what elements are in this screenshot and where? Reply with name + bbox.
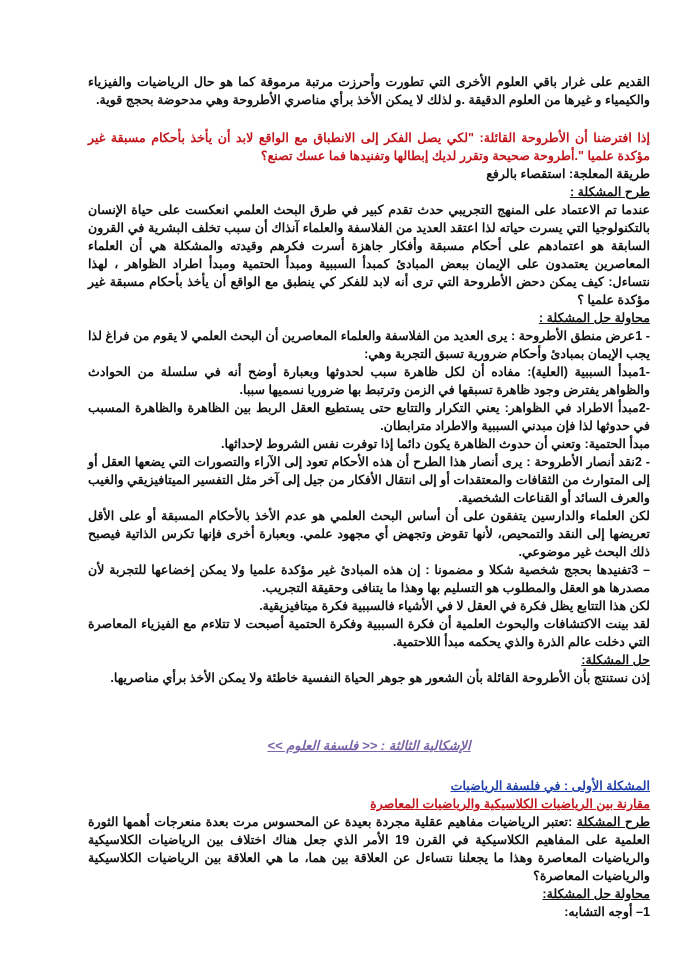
point-paragraph: -1مبدأ السببية (العلية): مفاده أن لكل ظاهرة سبب لحدوثها وبعبارة أوضح أنه في سلسلة من الحوادث والظواهر يفترض وجود ظاهرة تسبقها في الزمن وترتبط بها ضروريا نسميها سببا. [88,365,650,397]
point-paragraph: مبدأ الحتمية: وتعني أن حدوث الظاهرة يكون دائما إذا توفرت نفس الشروط لإحداثها. [221,437,650,451]
point-paragraph: لقد بينت الاكتشافات والبحوث العلمية أن فكرة السببية وفكرة الحتمية أصبحت لا تتلاءم مع الفيزياء المعاصرة التي دخلت عالم الذرة والذي يحكمه مبدأ اللاحتمية. [88,617,650,649]
essay-question: إذا افترضنا أن الأطروحة القائلة: "لكي يصل الفكر إلى الانطباق مع الواقع لابد أن يأخذ بأحكام مسبقة غير مؤكدة علميا ".أطروحة صحيحة وتقرر لديك إبطالها وتفنيدها فما عسك تصنع؟ [88,131,650,163]
problem-heading: طرح المشكلة : [569,185,650,199]
problem1-title: المشكلة الأولى : في فلسفة الرياضيات [450,779,650,793]
problem1-text: :تعتبر الرياضيات مفاهيم عقلية مجردة بعيدة عن المحسوس مرت بعدة منعرجات أهمها الثورة العلمية على المفاهيم الكلاسيكية في القرن 19 الأمر الذي جعل هناك اختلاف بين الرياضيات الكلاسيكية والرياضيات المعاصرة وهذا ما يجعلنا نتساءل عن العلاقة بين هما، ما هي العلاقة بين الرياضيات الكلاسيكية والرياضيات المعاصرة؟ [88,815,650,883]
point-paragraph: - 1عرض منطق الأطروحة : يرى العديد من الفلاسفة والعلماء المعاصرين أن البحث العلمي لا يقوم من فراغ لذا يجب الإيمان بمبادئ وأحكام ضرورية تسبق التجربة وهي: [88,329,650,361]
point-paragraph: لكن العلماء والدارسين يتفقون على أن أساس البحث العلمي هو عدم الأخذ بالأحكام المسبقة أو على الأقل تعريضها إلى النقد والتمحيص، لأنها تقوض وتجهض أي مجهود علمي. وبعبارة أخرى فإنها تكرس الذاتية فيصبح ذلك البحث غير موضوعي. [88,509,650,559]
document-page [88,73,650,921]
section-title: الإشكالية الثالثة : << فلسفة العلوم >> [267,738,471,753]
point-paragraph: -2مبدأ الاطراد في الظواهر: يعني التكرار والتتابع حتى يستطيع العقل الربط بين الظاهرة والظاهرة المسبب في حدوثها لذا فإن مبدني السببية والاطراد مترابطان. [88,401,650,433]
solution-paragraph: إذن نستنتج بأن الأطروحة القائلة بأن الشعور هو جوهر الحياة النفسية خاطئة ولا يمكن الأخذ برأي مناصريها. [110,671,650,685]
solution-heading: حل المشكلة: [581,653,650,667]
point-paragraph: – 3تفنيدها بحجج شخصية شكلا و مضمونا : إن هذه المبادئ غير مؤكدة علميا ولا يمكن إخضاعها للتجربة لأن مصدرها هو العقل والمطلوب هو التسليم بها وهذا ما يتنافى وحقيقة التجريب. [88,563,650,595]
point-paragraph: - 2نقد أنصار الأطروحة : يرى أنصار هذا الطرح أن هذه الأحكام تعود إلى الآراء والتصورات التي يضعها العقل أو إلى المتوارث من الثقافات والمعتقدات أو إلى انتقال الأفكار من جيل إلى آخر مثل التفسير الميتافيزيقي والغيب والعرف السائد أو القناعات الشخصية. [88,455,650,505]
method-line: طريقة المعلجة: استقصاء بالرفع [486,167,650,181]
similarities-heading: 1– أوجه التشابه: [564,905,650,919]
problem-paragraph: عندما تم الاعتماد على المنهج التجريبي حدث تقدم كبير في طرق البحث العلمي انعكست على حياة الإنسان بالتكنولوجيا التي يسرت حياته لذا اعتقد العديد من الفلاسفة والعلماء آنذاك أن سبب تخلف البشرية في القرون السابقة هو اعتمادهم على أحكام مسبقة وأفكار جاهزة أسرت فكرهم وقيدته والمشكلة هي أن العلماء المعاصرين يعتمدون على الإيمان ببعض المبادئ كمبدأ السببية ومبدأ الحتمية ومبدأ اطراد الظواهر ، لهذا نتساءل: كيف يمكن دحض الأطروحة التي ترى أنه لابد للفكر كي ينطبق مع الواقع أن يأخذ بأحكام مسبقة غير مؤكدة علميا ؟ [88,203,650,307]
attempt2-heading: محاولة حل المشكلة: [542,887,650,901]
problem1-paragraph [88,813,650,885]
problem1-heading: طرح المشكلة [576,815,650,829]
intro-paragraph: القديم على غرار باقي العلوم الأخرى التي تطورت وأحرزت مرتبة مرموقة كما هو حال الرياضيات والفيزياء والكيمياء و غيرها من العلوم الدقيقة .و لذلك لا يمكن الأخذ برأي مناصري الأطروحة وهي مدحوضة بحجج قوية. [88,75,650,107]
problem1-subtitle: مقارنة بين الرياضيات الكلاسيكية والرياضيات المعاصرة [370,797,650,811]
point-paragraph: لكن هذا التتابع يظل فكرة في العقل لا في الأشياء فالسببية فكرة ميتافيزيقية. [259,599,650,613]
attempt-heading: محاولة حل المشكلة : [538,311,650,325]
